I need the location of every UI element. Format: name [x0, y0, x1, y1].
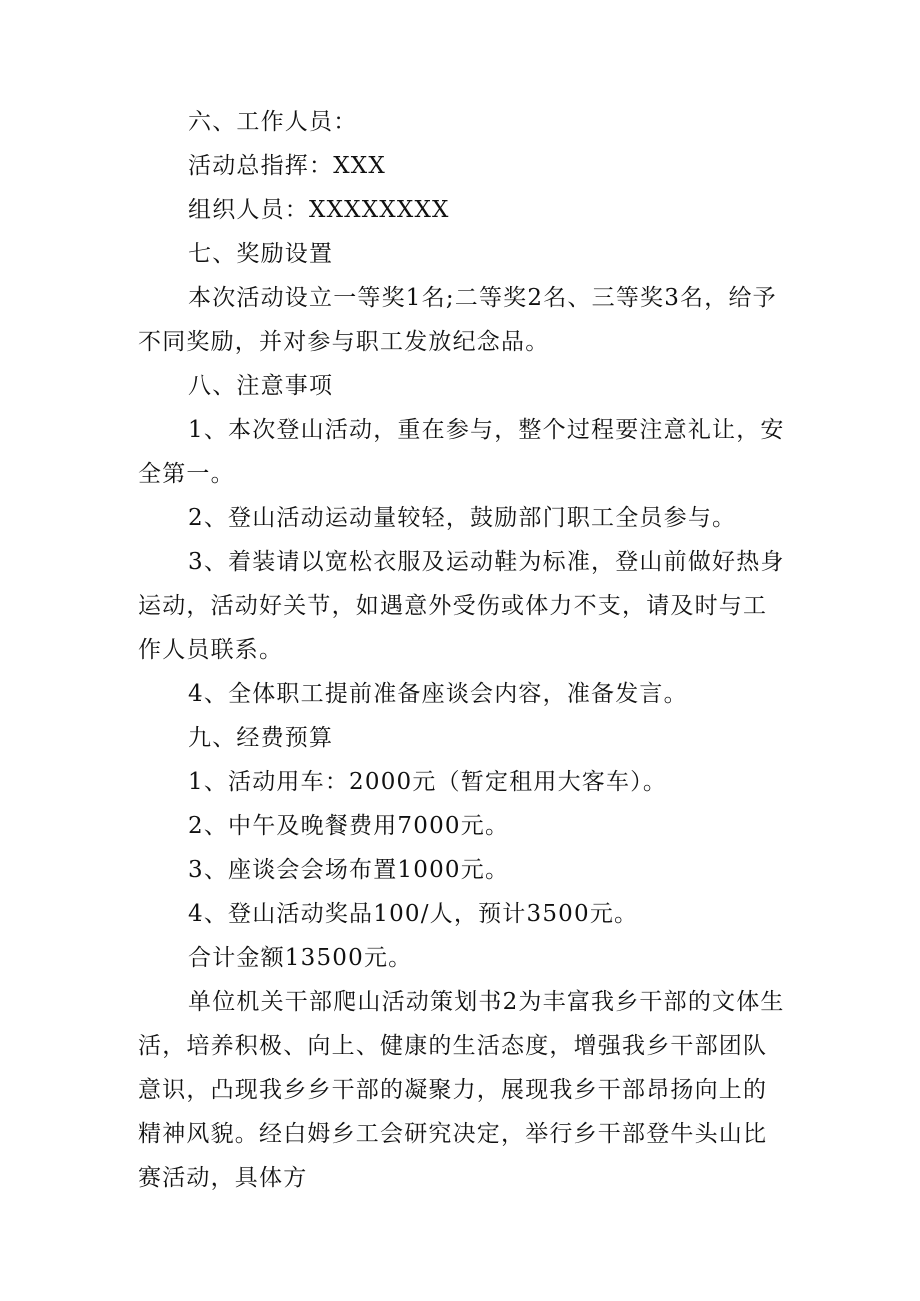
staff-organizers: 组织人员：XXXXXXXX [188, 197, 450, 223]
section-heading-notes: 八、注意事项 [188, 373, 334, 399]
section-heading-awards: 七、奖励设置 [188, 241, 334, 267]
note-item-2: 2、登山活动运动量较轻，鼓励部门职工全员参与。 [188, 505, 737, 531]
document-body [138, 100, 788, 1200]
budget-item-2: 2、中午及晚餐费用7000元。 [188, 813, 510, 839]
plan-2-intro: 单位机关干部爬山活动策划书2为丰富我乡干部的文体生活，培养积极、向上、健康的生活态度，增强我乡干部团队意识，凸现我乡乡干部的凝聚力，展现我乡干部昂扬向上的精神风貌。经白姆乡工会研究决定，举行乡干部登牛头山比赛活动，具体方 [138, 989, 785, 1191]
section-heading-staff: 六、工作人员： [188, 109, 358, 135]
staff-commander: 活动总指挥：XXX [188, 153, 386, 179]
note-item-4: 4、全体职工提前准备座谈会内容，准备发言。 [188, 681, 688, 707]
note-item-3: 3、着装请以宽松衣服及运动鞋为标准，登山前做好热身运动，活动好关节，如遇意外受伤或体力不支，请及时与工作人员联系。 [138, 549, 785, 663]
awards-description: 本次活动设立一等奖1名;二等奖2名、三等奖3名，给予不同奖励，并对参与职工发放纪念品。 [138, 285, 777, 355]
note-item-1: 1、本次登山活动，重在参与，整个过程要注意礼让，安全第一。 [138, 417, 785, 487]
budget-item-3: 3、座谈会会场布置1000元。 [188, 857, 510, 883]
budget-item-4: 4、登山活动奖品100/人，预计3500元。 [188, 901, 639, 927]
section-heading-budget: 九、经费预算 [188, 725, 334, 751]
budget-total: 合计金额13500元。 [188, 945, 413, 971]
budget-item-1: 1、活动用车：2000元（暂定租用大客车）。 [188, 769, 668, 795]
